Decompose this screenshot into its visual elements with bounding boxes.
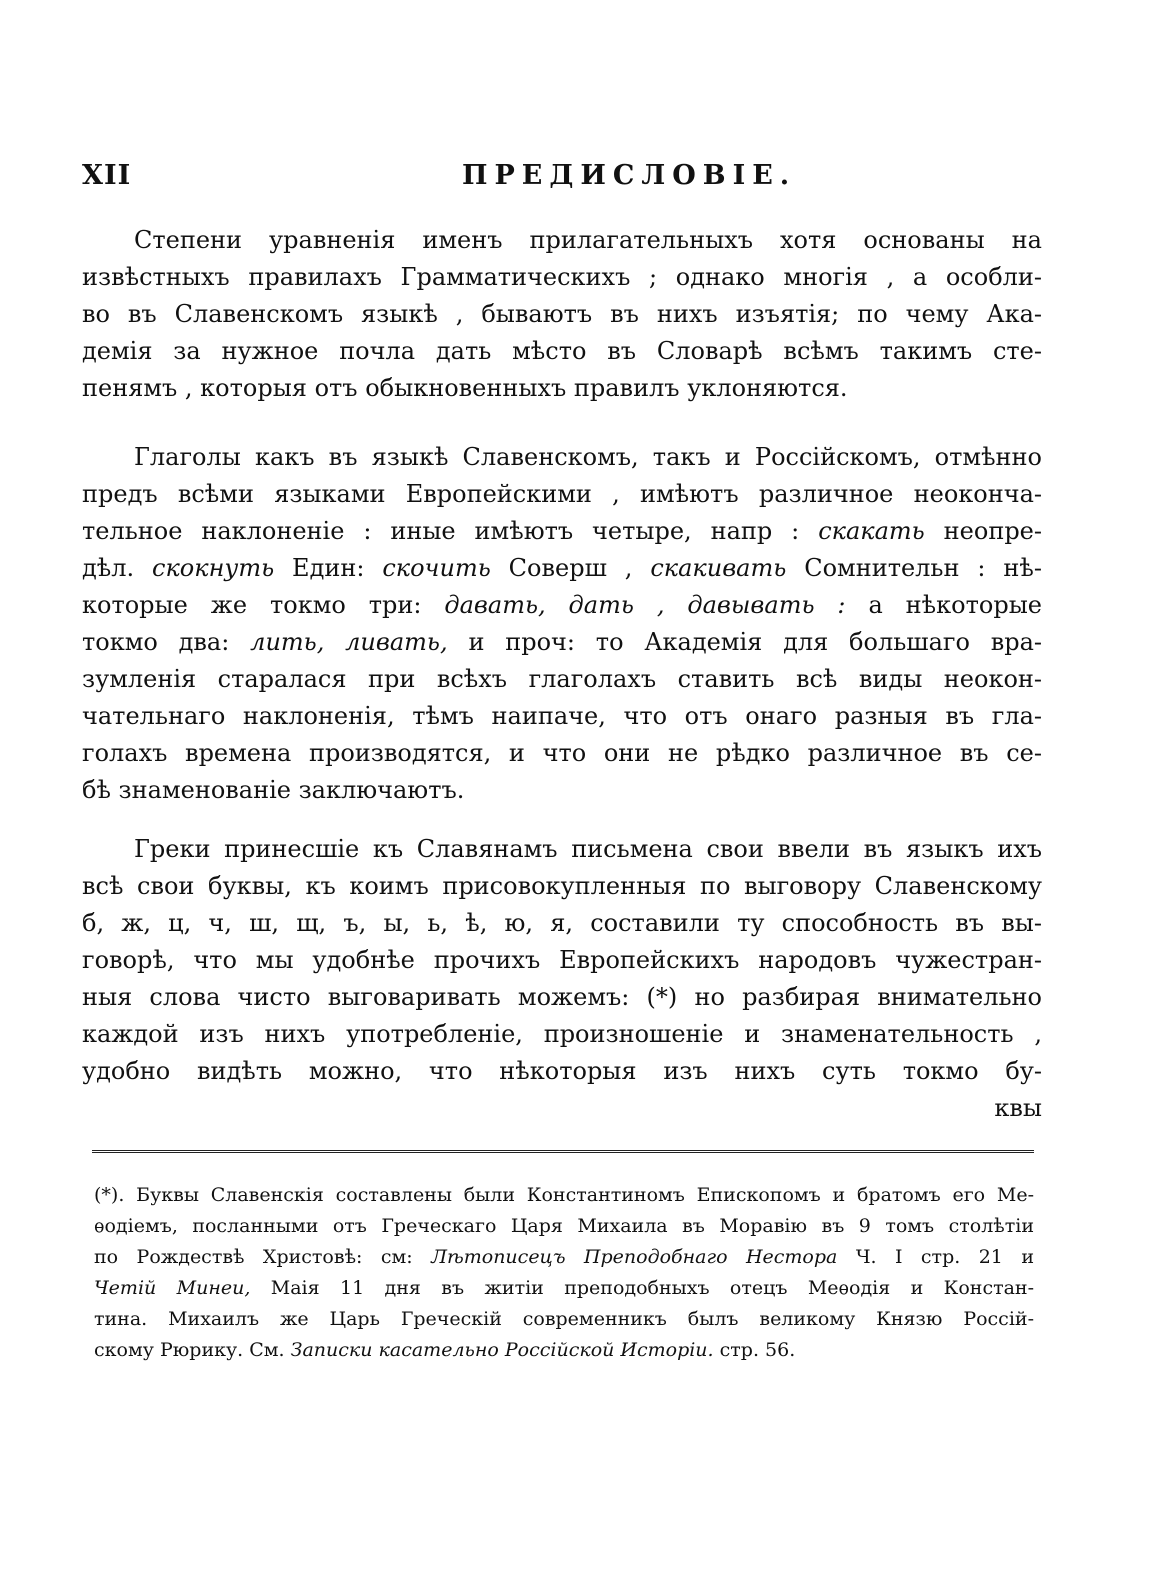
page-header [78,160,1038,200]
paragraph-verbs [82,439,1042,809]
footnote-line: тина. Михаилъ же Царь Греческій современникъ былъ великому Князю Россій- [94,1308,1034,1330]
text-segment: скому Рюрику. См. [94,1339,285,1361]
text-segment: Един: [292,554,365,582]
text-line: пенямъ , которыя отъ обыкновенныхъ правилъ уклоняются. [82,374,848,402]
text-line: говорѣ, что мы удобнѣе прочихъ Европейскихъ народовъ чужестран- [82,946,1042,974]
footnote-line [94,1335,1034,1366]
italic-example: скакать [818,517,925,545]
text-line [82,624,1042,661]
text-line: б, ж, ц, ч, ш, щ, ъ, ы, ь, ѣ, ю, я, составили ту способность въ вы- [82,909,1042,937]
italic-example: лить, ливать, [250,628,448,656]
text-segment: по Рождествѣ Христовѣ: см: [94,1246,413,1268]
italic-citation: Четій Минеи, [94,1277,251,1299]
italic-example: скакивать [650,554,787,582]
text-line: извѣстныхъ правилахъ Грамматическихъ ; однако многія , а особли- [82,263,1042,291]
footnote-divider [92,1150,1034,1153]
paragraph-degrees-of-comparison [82,222,1042,407]
catchword: квы [994,1094,1042,1122]
text-segment: Соверш , [508,554,633,582]
text-segment: тельное наклоненіе : иные имѣютъ четыре, напр : [82,517,800,545]
text-line: Глаголы какъ въ языкѣ Славенскомъ, такъ и Россійскомъ, отмѣнно [134,443,1042,471]
text-segment: неопре- [943,517,1042,545]
text-line: бѣ знаменованіе заключаютъ. [82,776,465,804]
footnote-line: ѳодіемъ, посланными отъ Греческаго Царя Михаила въ Моравію въ 9 томъ столѣтіи [94,1215,1034,1237]
text-line: удобно видѣть можно, что нѣкоторыя изъ нихъ суть токмо бу- [82,1057,1042,1085]
text-line [82,513,1042,550]
footnote-line [94,1242,1034,1273]
running-title: ПРЕДИСЛОВІЕ. [462,160,797,191]
text-line: всѣ свои буквы, къ коимъ присовокупленныя по выговору Славенскому [82,872,1042,900]
text-segment: стр. 56. [719,1339,796,1361]
text-segment: дѣл. [82,554,135,582]
text-line: голахъ времена производятся, и что они не рѣдко различное въ се- [82,739,1042,767]
text-line: демія за нужное почла дать мѣсто въ Словарѣ всѣмъ такимъ сте- [82,337,1042,365]
text-segment: Ч. I стр. 21 и [855,1246,1034,1268]
text-line: ныя слова чисто выговаривать можемъ: (*) но разбирая внимательно [82,983,1042,1011]
italic-example: скочить [382,554,491,582]
text-line: чательнаго наклоненія, тѣмъ наипаче, что отъ онаго разныя въ гла- [82,702,1042,730]
text-line: предъ всѣми языками Европейскими , имѣютъ различное неоконча- [82,480,1042,508]
text-segment: Маія 11 дня въ житіи преподобныхъ отецъ Меѳодія и Констан- [270,1277,1035,1299]
text-line [82,550,1042,587]
text-line: Греки принесшіе къ Славянамъ письмена свои ввели въ языкъ ихъ [134,835,1042,863]
text-line: Степени уравненія именъ прилагательныхъ хотя основаны на [134,226,1042,254]
footnote-line: (*). Буквы Славенскія составлены были Константиномъ Епископомъ и братомъ его Ме- [94,1184,1034,1206]
italic-example: давать, дать , давывать : [444,591,846,619]
italic-citation: Лѣтописецъ Преподобнаго Нестора [431,1246,838,1268]
text-line: каждой изъ нихъ употребленіе, произношеніе и знаменательность , [82,1020,1042,1048]
italic-citation: Записки касательно Россійской Исторіи. [290,1339,714,1361]
footnote-line [94,1273,1034,1304]
paragraph-greek-letters [82,831,1042,1127]
text-segment: а нѣкоторые [868,591,1042,619]
text-segment: которые же токмо три: [82,591,422,619]
text-segment: токмо два: [82,628,230,656]
text-line [82,587,1042,624]
text-segment: Сомнительн : нѣ- [804,554,1042,582]
text-line: во въ Славенскомъ языкѣ , бываютъ въ нихъ изъятія; по чему Ака- [82,300,1042,328]
text-line: зумленія старалася при всѣхъ глаголахъ ставить всѣ виды неокон- [82,665,1042,693]
footnote [94,1180,1034,1366]
italic-example: скокнуть [152,554,275,582]
text-segment: и проч: то Академія для большаго вра- [468,628,1042,656]
page-number: XII [82,160,132,191]
